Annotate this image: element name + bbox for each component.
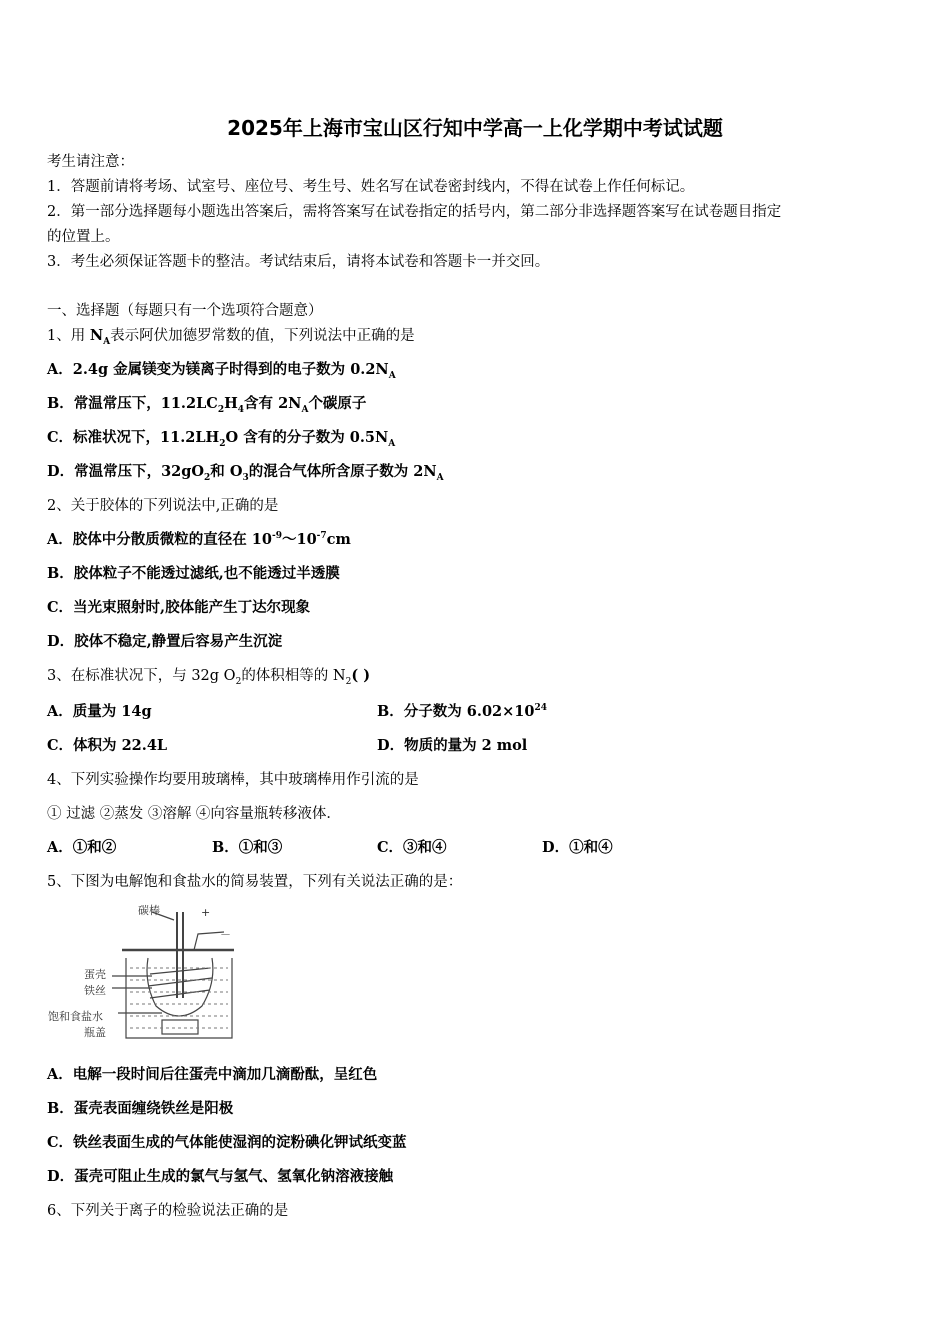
question-3-option-d: D．物质的量为 2 mol	[377, 737, 528, 754]
question-3-option-a: A．质量为 14g	[47, 703, 152, 720]
label-cap: 瓶盖	[84, 1026, 106, 1039]
question-5-option-c: C．铁丝表面生成的气体能使湿润的淀粉碘化钾试纸变蓝	[47, 1134, 407, 1151]
label-minus: －	[220, 928, 231, 941]
question-1-option-d: D．常温常压下，$32gO_2$和 $O_3$的混合气体所含原子数为 $2N_A$	[47, 463, 444, 483]
section-heading: 一、选择题（每题只有一个选项符合题意）	[47, 303, 323, 319]
label-eggshell: 蛋壳	[84, 968, 106, 981]
question-1-option-b: B．常温常压下，$11.2LC_2H_4$含有 $2N_A$个碳原子	[47, 395, 367, 415]
question-5-stem: 5、下图为电解饱和食盐水的简易装置，下列有关说法正确的是：	[47, 874, 463, 890]
question-2-stem: 2、关于胶体的下列说法中,正确的是	[47, 498, 279, 514]
bottle-cap	[162, 1020, 198, 1034]
notice-item-3: 3．考生必须保证答题卡的整洁。考试结束后，请将本试卷和答题卡一并交回。	[47, 254, 550, 270]
question-2-option-d: D．胶体不稳定,静置后容易产生沉淀	[47, 633, 283, 650]
question-2-option-b: B．胶体粒子不能透过滤纸,也不能透过半透膜	[47, 565, 340, 582]
label-brine: 饱和食盐水	[48, 1010, 103, 1023]
question-1-option-c: C．标准状况下，$11.2LH_2O$ 含有的分子数为 $0.5N_A$	[47, 429, 396, 449]
notice-heading: 考生请注意：	[47, 154, 134, 170]
page-title: 2025年上海市宝山区行知中学高一上化学期中考试试题	[227, 116, 723, 140]
question-1-stem: 1、用 $N_A$表示阿伏加德罗常数的值，下列说法中正确的是	[47, 327, 415, 347]
question-2-option-c: C．当光束照射时,胶体能产生丁达尔现象	[47, 599, 311, 616]
label-carbon-rod: 碳棒	[138, 904, 160, 917]
iron-wire	[150, 968, 210, 974]
question-4-option-d: D．①和④	[542, 839, 613, 856]
notice-item-2: 2．第一部分选择题每小题选出答案后，需将答案写在试卷指定的括号内，第二部分非选择题答案写在试卷题目指定	[47, 204, 782, 220]
notice-item-1: 1．答题前请将考场、试室号、座位号、考生号、姓名写在试卷密封线内，不得在试卷上作任何标记。	[47, 179, 695, 195]
question-3-stem: 3、在标准状况下，与 32g $O_2$的体积相等的 $N_2$( )	[47, 667, 371, 687]
question-6-stem: 6、下列关于离子的检验说法正确的是	[47, 1203, 289, 1219]
question-5-option-b: B．蛋壳表面缠绕铁丝是阳极	[47, 1100, 234, 1117]
question-5-option-d: D．蛋壳可阻止生成的氯气与氢气、氢氧化钠溶液接触	[47, 1168, 394, 1185]
question-4-option-c: C．③和④	[377, 839, 447, 856]
question-5-option-a: A．电解一段时间后往蛋壳中滴加几滴酚酞，呈红色	[47, 1066, 378, 1083]
label-plus: +	[201, 906, 211, 919]
notice-item-2-cont: 的位置上。	[47, 229, 120, 245]
question-4-items: ① 过滤 ②蒸发 ③溶解 ④向容量瓶转移液体．	[47, 806, 341, 822]
electrolysis-apparatus-figure	[44, 898, 239, 1048]
question-1-option-a: A．2.4g 金属镁变为镁离子时得到的电子数为 $0.2N_A$	[47, 361, 396, 381]
question-4-option-a: A．①和②	[47, 839, 117, 856]
label-iron-wire: 铁丝	[84, 984, 106, 997]
beaker	[126, 958, 232, 1038]
question-4-stem: 4、下列实验操作均要用玻璃棒，其中玻璃棒用作引流的是	[47, 772, 419, 788]
question-2-option-a: A．胶体中分散质微粒的直径在 $10^{-9}\sim 10^{-7}cm$	[47, 531, 351, 548]
eggshell	[147, 958, 213, 1016]
question-3-option-c: C．体积为 22.4L	[47, 737, 168, 754]
question-4-option-b: B．①和③	[212, 839, 283, 856]
question-3-option-b: B．分子数为 $6.02\times 10^{24}$	[377, 703, 547, 720]
brine-liquid	[130, 968, 228, 1028]
